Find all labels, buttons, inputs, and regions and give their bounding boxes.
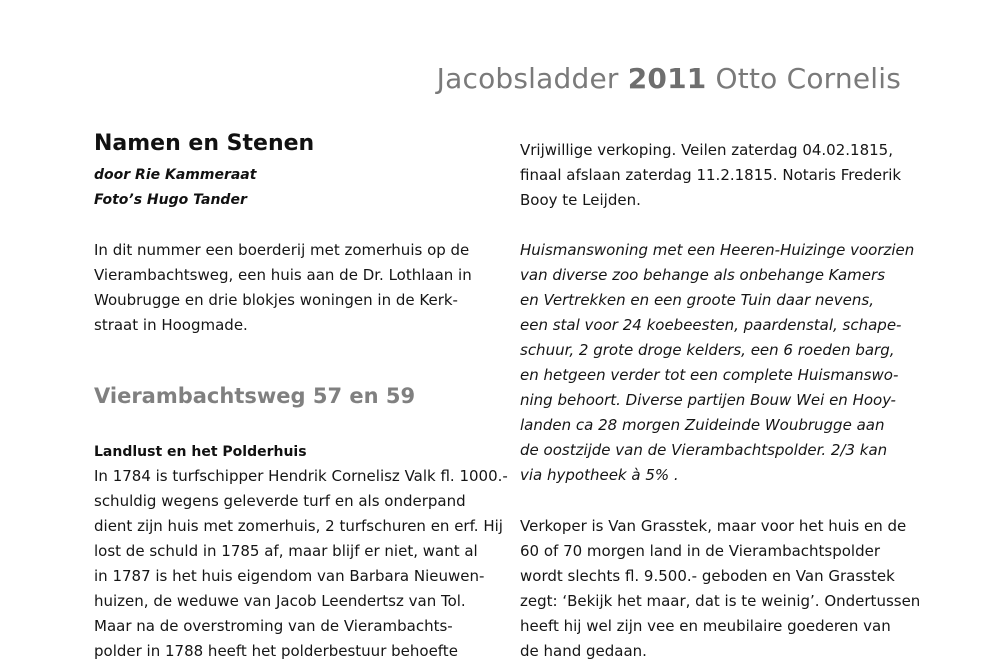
page-header <box>437 62 901 95</box>
text-fragment: via hypotheek à 5% <box>520 466 670 484</box>
text-line: dient zijn huis met zomerhuis, 2 turfschuren en erf. Hij <box>94 517 503 535</box>
text-line: ning behoort. Diverse partijen Bouw Wei en Hooy- <box>520 391 896 409</box>
text-fragment: . <box>669 466 679 484</box>
header-author: Otto Cornelis <box>715 62 901 95</box>
issue-year: 2011 <box>627 62 707 95</box>
text-line: Woubrugge en drie blokjes woningen in de Kerk- <box>94 291 458 309</box>
byline-photos: Foto’s Hugo Tander <box>94 192 247 208</box>
section-heading: Vierambachtsweg 57 en 59 <box>94 384 416 408</box>
text-line: 60 of 70 morgen land in de Vierambachtspolder <box>520 542 881 560</box>
text-line: een stal voor 24 koebeesten, paardenstal, schape- <box>520 316 902 334</box>
text-line: en hetgeen verder tot een complete Huismanswo- <box>520 366 899 384</box>
text-line: en Vertrekken en een groote Tuin daar nevens, <box>520 291 874 309</box>
text-line: de oostzijde van de Vierambachtspolder. 2/3 kan <box>520 441 888 459</box>
text-line: landen ca 28 morgen Zuideinde Woubrugge aan <box>520 416 885 434</box>
text-line: van diverse zoo behange als onbehange Kamers <box>520 266 886 284</box>
text-line: Huismanswoning met een Heeren-Huizinge voorzien <box>520 241 915 259</box>
text-line: wordt slechts fl. 9.500.- geboden en Van Grasstek <box>520 567 895 585</box>
text-line: de hand gedaan. <box>520 642 647 660</box>
text-line: straat in Hoogmade. <box>94 316 248 334</box>
byline-author: door Rie Kammeraat <box>94 167 257 183</box>
text-line: Vierambachtsweg, een huis aan de Dr. Lothlaan in <box>94 266 472 284</box>
magazine-name: Jacobsladder <box>436 62 619 95</box>
text-line: heeft hij wel zijn vee en meubilaire goederen van <box>520 617 891 635</box>
subheading: Landlust en het Polderhuis <box>94 444 307 460</box>
text-line: in 1787 is het huis eigendom van Barbara Nieuwen- <box>94 567 485 585</box>
text-line: huizen, de weduwe van Jacob Leendertsz van Tol. <box>94 592 466 610</box>
text-line: In dit nummer een boerderij met zomerhuis op de <box>94 241 470 259</box>
text-line: finaal afslaan zaterdag 11.2.1815. Notaris Frederik <box>520 166 902 184</box>
text-line: Maar na de overstroming van de Vierambachts- <box>94 617 453 635</box>
text-line: In 1784 is turfschipper Hendrik Cornelisz Valk fl. 1000.- <box>94 467 508 485</box>
text-line: Vrijwillige verkoping. Veilen zaterdag 04.02.1815, <box>520 141 893 159</box>
text-line <box>520 465 679 485</box>
text-line: schuldig wegens geleverde turf en als onderpand <box>94 492 466 510</box>
text-line: schuur, 2 grote droge kelders, een 6 roeden barg, <box>520 341 895 359</box>
text-line: Booy te Leijden. <box>520 191 641 209</box>
text-line: zegt: ‘Bekijk het maar, dat is te weinig’. Ondertussen <box>520 592 921 610</box>
text-line: lost de schuld in 1785 af, maar blijf er niet, want al <box>94 542 478 560</box>
article-title: Namen en Stenen <box>94 131 315 156</box>
text-line: polder in 1788 heeft het polderbestuur behoefte <box>94 642 458 660</box>
text-line: Verkoper is Van Grasstek, maar voor het huis en de <box>520 517 907 535</box>
